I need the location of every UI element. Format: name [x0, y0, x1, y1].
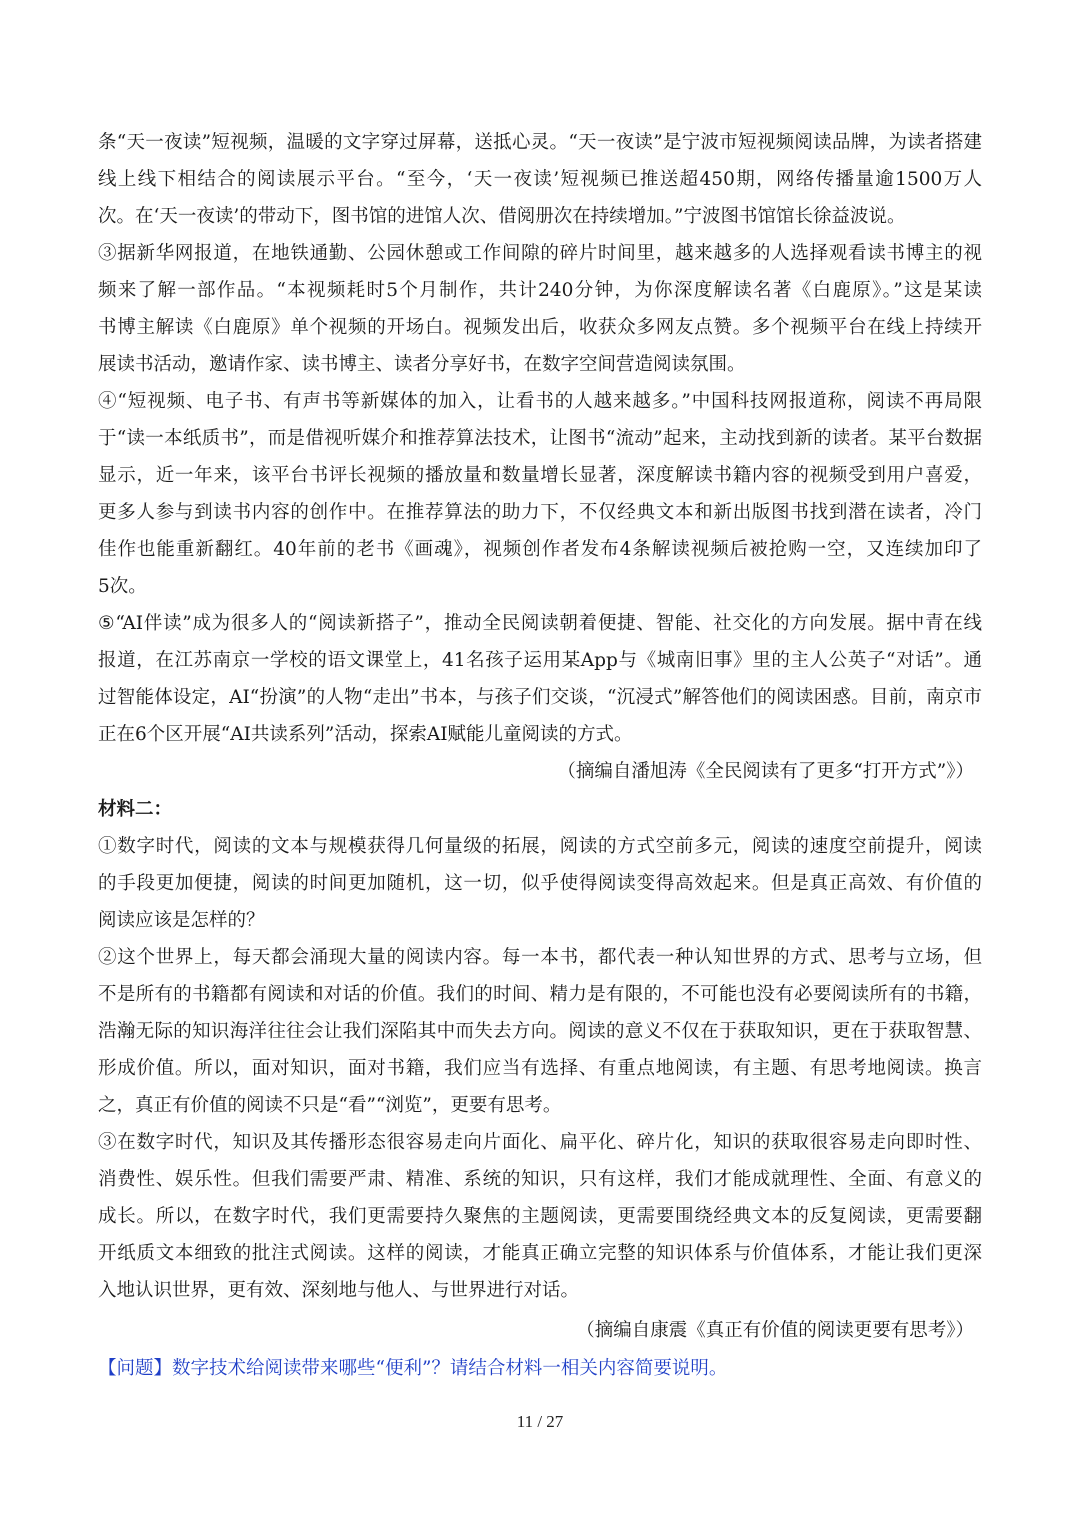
text-line: 开纸质文本细致的批注式阅读。这样的阅读，才能真正确立完整的知识体系与价值体系，才能让我们更深 [98, 1243, 982, 1264]
text-line: 次。在‘天一夜读’的带动下，图书馆的进馆人次、借阅册次在持续增加。”宁波图书馆馆长徐益波说。 [98, 206, 906, 227]
text-line: 条“天一夜读”短视频，温暖的文字穿过屏幕，送抵心灵。“天一夜读”是宁波市短视频阅读品牌，为读者搭建 [98, 132, 982, 153]
material1-paragraph4 [98, 383, 982, 605]
text-line: ③据新华网报道，在地铁通勤、公园休憩或工作间隙的碎片时间里，越来越多的人选择观看读书博主的视 [98, 243, 982, 264]
question-prompt: 【问题】数字技术给阅读带来哪些“便利”？请结合材料一相关内容简要说明。 [98, 1358, 728, 1379]
material1-paragraph5 [98, 605, 982, 753]
text-line: 5次。 [98, 576, 147, 597]
text-line: 成长。所以，在数字时代，我们更需要持久聚焦的主题阅读，更需要围绕经典文本的反复阅读，更需要翻 [98, 1206, 982, 1227]
text-line: 更多人参与到读书内容的创作中。在推荐算法的助力下，不仅经典文本和新出版图书找到潜在读者，冷门 [98, 502, 982, 523]
text-line: 阅读应该是怎样的？ [98, 910, 265, 931]
text-line: 频来了解一部作品。“本视频耗时5个月制作，共计240分钟，为你深度解读名著《白鹿原》。”这是某读 [98, 280, 982, 301]
text-line: 之，真正有价值的阅读不只是“看”“浏览”，更要有思考。 [98, 1095, 562, 1116]
text-line: 报道，在江苏南京一学校的语文课堂上，41名孩子运用某App与《城南旧事》里的主人公英子“对话”。通 [98, 650, 982, 671]
text-line: 正在6个区开展“AI共读系列”活动，探索AI赋能儿童阅读的方式。 [98, 724, 633, 745]
material2-paragraph2 [98, 939, 982, 1124]
text-line: ⑤“AI伴读”成为很多人的“阅读新搭子”，推动全民阅读朝着便捷、智能、社交化的方向发展。据中青在线 [98, 613, 982, 634]
material2-paragraph3 [98, 1124, 982, 1309]
material1-paragraph2-tail [98, 124, 982, 235]
text-line: 形成价值。所以，面对知识，面对书籍，我们应当有选择、有重点地阅读，有主题、有思考地阅读。换言 [98, 1058, 982, 1079]
text-line: ①数字时代，阅读的文本与规模获得几何量级的拓展，阅读的方式空前多元，阅读的速度空前提升，阅读 [98, 836, 982, 857]
text-line: 显示，近一年来，该平台书评长视频的播放量和数量增长显著，深度解读书籍内容的视频受到用户喜爱， [98, 465, 982, 486]
material2-heading: 材料二： [98, 799, 173, 820]
text-line: ②这个世界上，每天都会涌现大量的阅读内容。每一本书，都代表一种认知世界的方式、思考与立场，但 [98, 947, 982, 968]
text-line: ④“短视频、电子书、有声书等新媒体的加入，让看书的人越来越多。”中国科技网报道称，阅读不再局限 [98, 391, 982, 412]
material1-paragraph3 [98, 235, 982, 383]
text-line: 入地认识世界，更有效、深刻地与他人、与世界进行对话。 [98, 1280, 580, 1301]
text-line: 佳作也能重新翻红。40年前的老书《画魂》，视频创作者发布4条解读视频后被抢购一空，又连续加印了 [98, 539, 982, 560]
material2-paragraph1 [98, 828, 982, 939]
material1-source: （摘编自潘旭涛《全民阅读有了更多“打开方式”》） [557, 761, 974, 782]
text-line: 线上线下相结合的阅读展示平台。“至今，‘天一夜读’短视频已推送超450期，网络传播量逾1500万人 [98, 169, 982, 190]
material2-source: （摘编自康震《真正有价值的阅读更要有思考》） [576, 1320, 974, 1341]
text-line: 的手段更加便捷，阅读的时间更加随机，这一切，似乎使得阅读变得高效起来。但是真正高效、有价值的 [98, 873, 982, 894]
page-number: 11 / 27 [516, 1412, 564, 1431]
text-line: 浩瀚无际的知识海洋往往会让我们深陷其中而失去方向。阅读的意义不仅在于获取知识，更在于获取智慧、 [98, 1021, 982, 1042]
text-line: ③在数字时代，知识及其传播形态很容易走向片面化、扁平化、碎片化，知识的获取很容易走向即时性、 [98, 1132, 982, 1153]
text-line: 消费性、娱乐性。但我们需要严肃、精准、系统的知识，只有这样，我们才能成就理性、全面、有意义的 [98, 1169, 982, 1190]
text-line: 展读书活动，邀请作家、读书博主、读者分享好书，在数字空间营造阅读氛围。 [98, 354, 746, 375]
text-line: 不是所有的书籍都有阅读和对话的价值。我们的时间、精力是有限的，不可能也没有必要阅读所有的书籍， [98, 984, 982, 1005]
text-line: 于“读一本纸质书”，而是借视听媒介和推荐算法技术，让图书“流动”起来，主动找到新的读者。某平台数据 [98, 428, 982, 449]
text-line: 书博主解读《白鹿原》单个视频的开场白。视频发出后，收获众多网友点赞。多个视频平台在线上持续开 [98, 317, 982, 338]
text-line: 过智能体设定，AI“扮演”的人物“走出”书本，与孩子们交谈，“沉浸式”解答他们的阅读困惑。目前，南京市 [98, 687, 982, 708]
